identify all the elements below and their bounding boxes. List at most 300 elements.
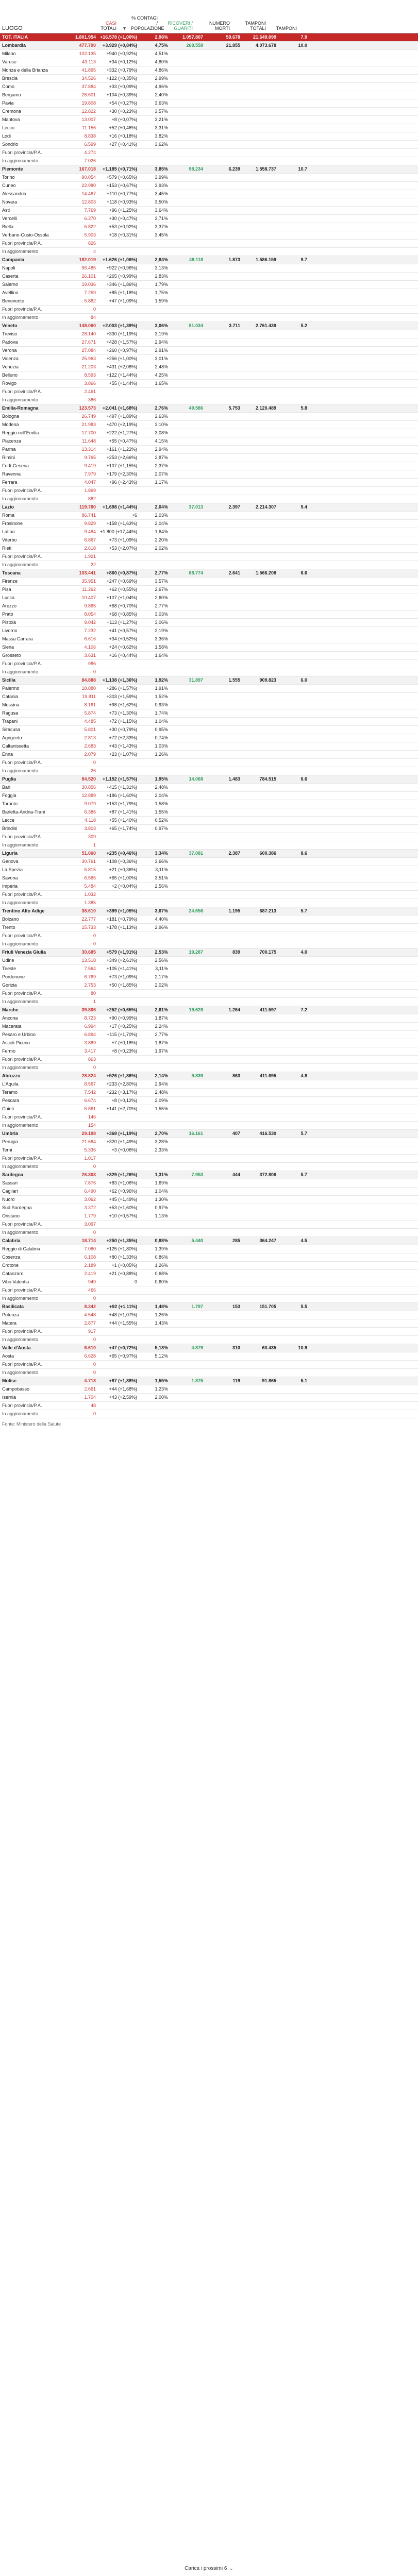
- table-row[interactable]: [0, 66, 418, 75]
- casi-cell: 2.618: [84, 546, 96, 551]
- table-row[interactable]: [0, 174, 418, 182]
- table-row[interactable]: [0, 396, 418, 404]
- delta-cell: 0: [134, 1279, 137, 1284]
- table-row[interactable]: [0, 1336, 418, 1344]
- table-row[interactable]: [0, 899, 418, 907]
- table-row[interactable]: [0, 462, 418, 470]
- table-row[interactable]: [0, 190, 418, 198]
- table-row[interactable]: [0, 660, 418, 668]
- table-row[interactable]: [0, 83, 418, 91]
- table-row[interactable]: [0, 338, 418, 347]
- region-row[interactable]: [0, 1377, 418, 1385]
- table-row[interactable]: [0, 619, 418, 627]
- table-row[interactable]: [0, 990, 418, 998]
- tamponi-cell: 784.515: [259, 776, 276, 782]
- contagi-cell: 1,52%: [155, 694, 168, 699]
- delta-cell: +330 (+1,19%): [106, 331, 137, 336]
- table-row[interactable]: [0, 264, 418, 273]
- region-row[interactable]: [0, 1006, 418, 1014]
- table-row[interactable]: [0, 108, 418, 116]
- region-row[interactable]: [0, 165, 418, 174]
- contagi-cell: 0,68%: [155, 1271, 168, 1276]
- ricoveri-cell: 98.234: [189, 166, 203, 172]
- name-cell: Calabria: [2, 1238, 21, 1243]
- table-row[interactable]: [0, 1014, 418, 1023]
- table-row[interactable]: [0, 1105, 418, 1113]
- delta-cell: +65 (+0,97%): [109, 1353, 137, 1359]
- column-header-tamponi-2[interactable]: TAMPONI: [276, 26, 297, 31]
- table-row[interactable]: [0, 207, 418, 215]
- delta-cell: +497 (+1,89%): [106, 414, 137, 419]
- table-row[interactable]: [0, 578, 418, 586]
- table-row[interactable]: [0, 528, 418, 536]
- morti-cell: 310: [232, 1345, 240, 1350]
- name-cell: La Spezia: [2, 867, 23, 872]
- casi-cell: 4.274: [84, 150, 96, 155]
- table-row[interactable]: [0, 817, 418, 825]
- table-row[interactable]: [0, 561, 418, 569]
- table-row[interactable]: [0, 685, 418, 693]
- casi-cell: 8.593: [84, 372, 96, 378]
- table-row[interactable]: [0, 58, 418, 66]
- table-row[interactable]: [0, 1262, 418, 1270]
- table-row[interactable]: [0, 371, 418, 380]
- table-row[interactable]: [0, 487, 418, 495]
- table-row[interactable]: [0, 792, 418, 800]
- region-row[interactable]: [0, 256, 418, 264]
- delta-cell: +68 (+0,70%): [109, 603, 137, 608]
- contagi-cell: 2,76%: [155, 405, 168, 411]
- table-row[interactable]: [0, 611, 418, 619]
- table-row[interactable]: [0, 116, 418, 124]
- table-row[interactable]: [0, 446, 418, 454]
- contagi-cell: 1,39%: [155, 1246, 168, 1251]
- table-row[interactable]: [0, 1311, 418, 1319]
- delta-cell: +47 (+1,09%): [109, 298, 137, 303]
- table-row[interactable]: [0, 297, 418, 306]
- table-row[interactable]: [0, 388, 418, 396]
- table-row[interactable]: [0, 520, 418, 528]
- casi-cell: 22: [90, 562, 96, 567]
- delta-cell: +431 (+2,08%): [106, 364, 137, 369]
- morti-cell: 2.397: [228, 504, 240, 510]
- contagi-cell: 2,94%: [155, 447, 168, 452]
- casi-cell: 9.865: [84, 603, 96, 608]
- morti-cell: 839: [232, 950, 240, 955]
- region-row[interactable]: [0, 1171, 418, 1179]
- name-cell: Como: [2, 84, 15, 89]
- delta-cell: +62 (+0,55%): [109, 587, 137, 592]
- region-row[interactable]: [0, 1303, 418, 1311]
- table-row[interactable]: [0, 586, 418, 594]
- region-row[interactable]: [0, 1344, 418, 1352]
- region-row[interactable]: [0, 404, 418, 413]
- table-row[interactable]: [0, 825, 418, 833]
- delta-cell: +265 (+0,99%): [106, 274, 137, 279]
- region-row[interactable]: [0, 1237, 418, 1245]
- table-row[interactable]: [0, 413, 418, 421]
- casi-cell: 1.869: [84, 488, 96, 493]
- delta-cell: +54 (+0,27%): [109, 100, 137, 106]
- name-cell: Campania: [2, 257, 25, 262]
- name-cell: Caserta: [2, 274, 19, 279]
- delta-cell: +222 (+1,27%): [106, 430, 137, 435]
- ricoveri-cell: 9.839: [191, 1073, 203, 1078]
- table-row[interactable]: [0, 602, 418, 611]
- table-row[interactable]: [0, 916, 418, 924]
- contagi-cell: 1,04%: [155, 1189, 168, 1194]
- name-cell: Reggio nell'Emilia: [2, 430, 39, 435]
- casi-cell: 0: [93, 760, 96, 765]
- table-row[interactable]: [0, 734, 418, 742]
- table-row[interactable]: [0, 1212, 418, 1221]
- casi-cell: 7.259: [84, 290, 96, 295]
- casi-cell: 123.573: [79, 405, 96, 411]
- column-header-tamponi[interactable]: TAMPONI TOTALI: [245, 21, 266, 31]
- name-cell: L'Aquila: [2, 1081, 19, 1087]
- table-row[interactable]: [0, 965, 418, 973]
- tamponi2-cell: 5.8: [300, 405, 307, 411]
- region-row[interactable]: [0, 503, 418, 512]
- casi-cell: 38.610: [81, 908, 96, 913]
- table-row[interactable]: [0, 240, 418, 248]
- table-row[interactable]: [0, 1295, 418, 1303]
- region-row[interactable]: [0, 775, 418, 784]
- table-row[interactable]: [0, 767, 418, 775]
- table-row[interactable]: [0, 874, 418, 883]
- casi-cell: 7.232: [84, 628, 96, 633]
- table-row[interactable]: [0, 512, 418, 520]
- table-row[interactable]: [0, 1031, 418, 1039]
- contagi-cell: 1,43%: [155, 1320, 168, 1326]
- casi-cell: 13.518: [81, 958, 96, 963]
- table-row[interactable]: [0, 231, 418, 240]
- delta-cell: +65 (+1,74%): [109, 826, 137, 831]
- table-row[interactable]: [0, 1385, 418, 1394]
- table-row[interactable]: [0, 1196, 418, 1204]
- table-row[interactable]: [0, 1056, 418, 1064]
- casi-cell: 1.385: [84, 900, 96, 905]
- table-row[interactable]: [0, 132, 418, 141]
- casi-cell: 28.824: [81, 1073, 96, 1078]
- table-row[interactable]: [0, 1278, 418, 1286]
- table-row[interactable]: [0, 149, 418, 157]
- region-row[interactable]: [0, 42, 418, 50]
- contagi-cell: 2,33%: [155, 1147, 168, 1153]
- table-row[interactable]: [0, 668, 418, 676]
- table-row[interactable]: [0, 924, 418, 932]
- table-row[interactable]: [0, 215, 418, 223]
- table-row[interactable]: [0, 1352, 418, 1361]
- table-row[interactable]: [0, 363, 418, 371]
- table-row[interactable]: [0, 808, 418, 817]
- name-cell: Genova: [2, 859, 19, 864]
- region-row[interactable]: [0, 948, 418, 957]
- casi-cell: 21.203: [81, 364, 96, 369]
- table-row[interactable]: [0, 784, 418, 792]
- delta-cell: +940 (+0,92%): [106, 51, 137, 56]
- casi-cell: 48: [90, 1403, 96, 1408]
- column-header-contagi[interactable]: % CONTAGI / POPOLAZIONE: [131, 15, 164, 31]
- casi-cell: 28.140: [81, 331, 96, 336]
- table-row[interactable]: [0, 1319, 418, 1328]
- region-row[interactable]: [0, 569, 418, 578]
- table-row[interactable]: [0, 91, 418, 99]
- table-row[interactable]: [0, 281, 418, 289]
- table-row[interactable]: [0, 347, 418, 355]
- name-cell: Catania: [2, 694, 19, 699]
- table-row[interactable]: [0, 99, 418, 108]
- table-row[interactable]: [0, 998, 418, 1006]
- load-more-label[interactable]: Carica i prossimi 6: [185, 2565, 227, 2571]
- table-row[interactable]: [0, 1270, 418, 1278]
- delta-cell: +1.626 (+1,06%): [102, 257, 137, 262]
- table-row[interactable]: [0, 248, 418, 256]
- table-row[interactable]: [0, 1221, 418, 1229]
- contagi-cell: 2,04%: [155, 521, 168, 526]
- name-cell: Fuori provincia/P.A.: [2, 760, 42, 765]
- casi-cell: 7.564: [84, 966, 96, 971]
- table-row[interactable]: [0, 759, 418, 767]
- table-row[interactable]: [0, 1146, 418, 1155]
- table-row[interactable]: [0, 973, 418, 981]
- table-row[interactable]: [0, 553, 418, 561]
- table-row[interactable]: [0, 273, 418, 281]
- casi-cell: 882: [88, 496, 96, 501]
- casi-cell: 26: [90, 768, 96, 773]
- delta-cell: +2.041 (+1,68%): [102, 405, 137, 411]
- delta-cell: +8 (+0,12%): [111, 1098, 137, 1103]
- table-row[interactable]: [0, 1047, 418, 1056]
- table-row[interactable]: [0, 1113, 418, 1122]
- table-row[interactable]: [0, 141, 418, 149]
- name-cell: Friuli Venezia Giulia: [2, 950, 46, 955]
- delta-cell: +860 (+0,87%): [106, 570, 137, 575]
- casi-cell: 477.790: [79, 43, 96, 48]
- casi-cell: 39.806: [81, 1007, 96, 1012]
- table-row[interactable]: [0, 437, 418, 446]
- contagi-cell: 3,45%: [155, 232, 168, 238]
- region-row[interactable]: [0, 322, 418, 330]
- delta-cell: +122 (+1,44%): [106, 372, 137, 378]
- name-cell: Pavia: [2, 100, 14, 106]
- casi-cell: 18.714: [81, 1238, 96, 1243]
- table-row[interactable]: [0, 1253, 418, 1262]
- table-row[interactable]: [0, 1286, 418, 1295]
- table-row[interactable]: [0, 1023, 418, 1031]
- delta-cell: +526 (+1,86%): [106, 1073, 137, 1078]
- morti-cell: 153: [232, 1304, 240, 1309]
- table-row[interactable]: [0, 866, 418, 874]
- name-cell: In aggiornamento: [2, 900, 39, 905]
- ricoveri-cell: 1.797: [191, 1304, 203, 1309]
- region-row[interactable]: [0, 1130, 418, 1138]
- casi-cell: 25.963: [81, 356, 96, 361]
- contagi-cell: 4,15%: [155, 438, 168, 444]
- contagi-cell: 3,99%: [155, 175, 168, 180]
- table-row[interactable]: [0, 1204, 418, 1212]
- table-row[interactable]: [0, 1138, 418, 1146]
- name-cell: In aggiornamento: [2, 842, 39, 848]
- table-row[interactable]: [0, 306, 418, 314]
- tamponi-cell: 600.386: [259, 851, 276, 856]
- table-row[interactable]: [0, 751, 418, 759]
- table-row[interactable]: [0, 536, 418, 545]
- table-row[interactable]: [0, 182, 418, 190]
- table-row[interactable]: [0, 1039, 418, 1047]
- table-row[interactable]: [0, 726, 418, 734]
- contagi-cell: 2,84%: [155, 257, 168, 262]
- name-cell: Aosta: [2, 1353, 14, 1359]
- contagi-cell: 2,70%: [155, 1131, 168, 1136]
- table-row[interactable]: [0, 50, 418, 58]
- table-row[interactable]: [0, 1097, 418, 1105]
- table-row[interactable]: [0, 421, 418, 429]
- table-row[interactable]: [0, 718, 418, 726]
- column-header-casi[interactable]: [62, 21, 119, 33]
- table-row[interactable]: [0, 1122, 418, 1130]
- region-row[interactable]: [0, 907, 418, 916]
- casi-cell: 0: [93, 1411, 96, 1416]
- tamponi-cell: 2.120.489: [255, 405, 276, 411]
- table-row[interactable]: [0, 643, 418, 652]
- contagi-cell: 3,93%: [155, 183, 168, 188]
- table-row[interactable]: [0, 800, 418, 808]
- table-row[interactable]: [0, 454, 418, 462]
- table-row[interactable]: [0, 355, 418, 363]
- table-row[interactable]: [0, 627, 418, 635]
- table-row[interactable]: [0, 957, 418, 965]
- table-row[interactable]: [0, 289, 418, 297]
- table-row[interactable]: [0, 709, 418, 718]
- table-row[interactable]: [0, 981, 418, 990]
- table-row[interactable]: [0, 470, 418, 479]
- table-row[interactable]: [0, 314, 418, 322]
- casi-cell: 4.485: [84, 719, 96, 724]
- name-cell: Trento: [2, 925, 15, 930]
- name-cell: In aggiornamento: [2, 1123, 39, 1128]
- delta-cell: +80 (+1,33%): [109, 1255, 137, 1260]
- region-row[interactable]: [0, 676, 418, 685]
- casi-cell: 8.838: [84, 133, 96, 139]
- load-more-bar[interactable]: [0, 2561, 418, 2576]
- table-row[interactable]: [0, 841, 418, 850]
- table-row[interactable]: [0, 223, 418, 231]
- table-row[interactable]: [0, 1245, 418, 1253]
- casi-cell: 3.889: [84, 1040, 96, 1045]
- contagi-cell: 2,67%: [155, 587, 168, 592]
- table-row[interactable]: [0, 479, 418, 487]
- total-row[interactable]: [0, 33, 418, 42]
- name-cell: Isernia: [2, 1395, 16, 1400]
- table-row[interactable]: [0, 833, 418, 841]
- table-row[interactable]: [0, 1369, 418, 1377]
- casi-cell: 84.888: [81, 677, 96, 683]
- delta-cell: +41 (+0,57%): [109, 628, 137, 633]
- table-row[interactable]: [0, 594, 418, 602]
- contagi-cell: 2,48%: [155, 785, 168, 790]
- name-cell: Siracusa: [2, 727, 21, 732]
- name-cell: Brindisi: [2, 826, 18, 831]
- casi-cell: 12.803: [81, 199, 96, 205]
- table-row[interactable]: [0, 858, 418, 866]
- casi-cell: 6.565: [84, 875, 96, 880]
- column-header-luogo[interactable]: LUOGO: [2, 25, 23, 31]
- table-row[interactable]: [0, 1328, 418, 1336]
- delta-cell: +1.800 (+17,44%): [100, 529, 138, 534]
- table-row[interactable]: [0, 693, 418, 701]
- delta-cell: +8 (+0,07%): [111, 117, 137, 122]
- table-row[interactable]: [0, 1155, 418, 1163]
- table-row[interactable]: [0, 932, 418, 940]
- delta-cell: +73 (+1,09%): [109, 537, 137, 543]
- table-row[interactable]: [0, 495, 418, 503]
- name-cell: Vercelli: [2, 216, 18, 221]
- contagi-cell: 2,19%: [155, 628, 168, 633]
- sort-arrow-icon[interactable]: ▼: [122, 26, 127, 31]
- table-row[interactable]: [0, 1410, 418, 1418]
- table-row[interactable]: [0, 198, 418, 207]
- table-row[interactable]: [0, 883, 418, 891]
- casi-cell: 21.983: [81, 422, 96, 427]
- table-row[interactable]: [0, 1394, 418, 1402]
- table-row[interactable]: [0, 380, 418, 388]
- table-row[interactable]: [0, 652, 418, 660]
- table-row[interactable]: [0, 429, 418, 437]
- region-row[interactable]: [0, 1072, 418, 1080]
- delta-cell: +158 (+1,63%): [106, 521, 137, 526]
- contagi-cell: 2,48%: [155, 1090, 168, 1095]
- name-cell: Valle d'Aosta: [2, 1345, 31, 1350]
- name-cell: Sardegna: [2, 1172, 24, 1177]
- casi-cell: 102.135: [79, 51, 96, 56]
- table-row[interactable]: [0, 1402, 418, 1410]
- name-cell: Ascoli Piceno: [2, 1040, 30, 1045]
- contagi-cell: 2,02%: [155, 546, 168, 551]
- table-row[interactable]: [0, 742, 418, 751]
- table-row[interactable]: [0, 1229, 418, 1237]
- table-row[interactable]: [0, 330, 418, 338]
- casi-cell: 9.079: [84, 801, 96, 806]
- table-row[interactable]: [0, 1089, 418, 1097]
- casi-cell: 826: [88, 241, 96, 246]
- morti-cell: 59.678: [226, 35, 240, 40]
- table-row[interactable]: [0, 75, 418, 83]
- table-row[interactable]: [0, 1179, 418, 1188]
- table-row[interactable]: [0, 891, 418, 899]
- table-row[interactable]: [0, 1064, 418, 1072]
- table-row[interactable]: [0, 1188, 418, 1196]
- table-row[interactable]: [0, 635, 418, 643]
- table-row[interactable]: [0, 1163, 418, 1171]
- region-row[interactable]: [0, 850, 418, 858]
- table-row[interactable]: [0, 1361, 418, 1369]
- contagi-cell: 3,10%: [155, 422, 168, 427]
- table-row[interactable]: [0, 124, 418, 132]
- table-row[interactable]: [0, 157, 418, 165]
- casi-cell: 10.407: [81, 595, 96, 600]
- table-row[interactable]: [0, 545, 418, 553]
- contagi-cell: 1,55%: [155, 1106, 168, 1111]
- delta-cell: +107 (+1,04%): [106, 595, 137, 600]
- column-header-morti[interactable]: NUMERO MORTI: [209, 21, 230, 31]
- name-cell: Pescara: [2, 1098, 20, 1103]
- table-row[interactable]: [0, 701, 418, 709]
- chevron-down-icon[interactable]: ⌄: [229, 2565, 233, 2571]
- table-row[interactable]: [0, 1080, 418, 1089]
- column-header-ricoveri[interactable]: RICOVERI / GUARITI: [168, 21, 193, 31]
- table-row[interactable]: [0, 940, 418, 948]
